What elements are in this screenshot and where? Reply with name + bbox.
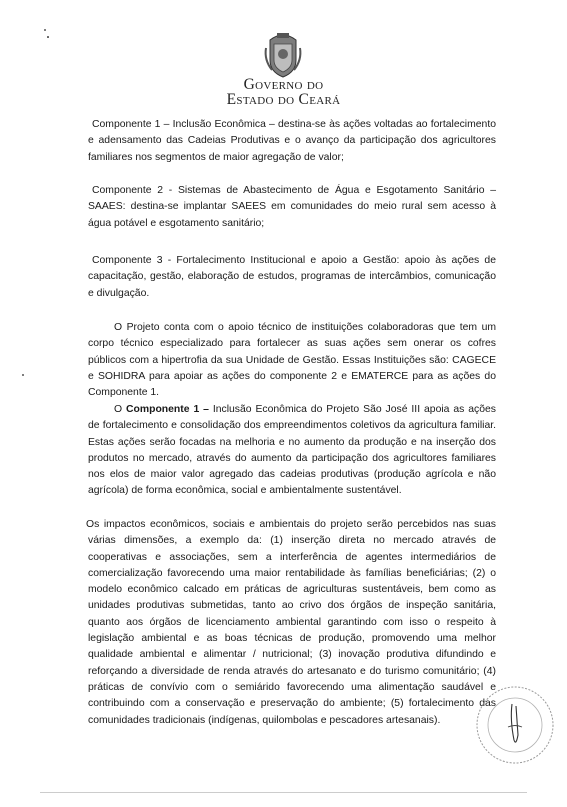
coat-of-arms-icon bbox=[262, 30, 304, 78]
header-title-line1: Governo do bbox=[243, 76, 324, 93]
paragraph-body: Inclusão Econômica do Projeto São José III apoia as ações de fortalecimento e consolidação dos empreendimentos coletivos da agricultura familiar. Estas ações serão focadas na melhoria e no aumento da produção e na inserção dos produtos no mercado, através do aumento da participação dos agricultores familiares nos elos de maior valor agregado das cadeias produtivas (produção agrícola e não agrícola) de forma econômica, social e ambientalmente sustentável. bbox=[88, 404, 496, 497]
scan-speck bbox=[22, 374, 24, 376]
paragraph-componente-2: Componente 2 - Sistemas de Abastecimento de Água e Esgotamento Sanitário – SAAES: destina-se implantar SAEES em comunidades do meio rural sem acesso à água potável e esgotamento sanitário; bbox=[88, 185, 496, 229]
paragraph-componente-1-detalhe bbox=[88, 402, 496, 500]
paragraph-prefix: O bbox=[114, 404, 127, 415]
scan-speck bbox=[44, 29, 46, 31]
scan-speck bbox=[47, 36, 49, 38]
official-stamp-icon bbox=[470, 680, 560, 770]
paragraph-componente-3: Componente 3 - Fortalecimento Institucional e apoio a Gestão: apoio às ações de capacitação, gestão, elaboração de estudos, programas de intercâmbios, comunicação e divulgação. bbox=[88, 255, 496, 299]
paragraph-componente-1: Componente 1 – Inclusão Econômica – destina-se às ações voltadas ao fortalecimento e adensamento das Cadeias Produtivas e o avanço da participação dos agricultores familiares nos segmentos de maior agregação de valor; bbox=[88, 119, 496, 163]
page-bottom-rule bbox=[40, 792, 527, 793]
header-title-line2: Estado do Ceará bbox=[226, 91, 341, 108]
paragraph-bold-heading: Componente 1 – bbox=[126, 404, 209, 415]
paragraph-impactos: Os impactos econômicos, sociais e ambientais do projeto serão percebidos nas suas várias dimensões, a exemplo da: (1) inserção direta no mercado através de cooperativas e associações, sem a interferência de agentes intermediários de comercialização favorecendo uma maior rentabilidade às famílias beneficiárias; (2) o modelo econômico calcado em práticas de agriculturas sustentáveis, bem como as unidades produtivas submetidas, tanto ao crivo dos órgãos de inspeção sanitária, quanto aos órgãos de licenciamento ambiental garantindo com isso o respeito à legislação ambiental e as boas técnicas de produção, promovendo uma melhor qualidade ambiental e alimentar / nutricional; (3) inovação produtiva difundindo e reforçando a diversidade de renda através do artesanato e do turismo comunitário; (4) práticas de convívio com o semiárido favorecendo uma alimentação saudável e contribuindo com a conservação e preservação do ambiente; (5) fortalecimento das comunidades tradicionais (indígenas, quilombolas e pescadores artesanais). bbox=[86, 519, 496, 726]
paragraph-instituicoes: O Projeto conta com o apoio técnico de instituições colaboradoras que tem um corpo técnico especializado para fortalecer as suas ações sem onerar os cofres públicos com a hipertrofia da sua Unidade de Gestão. Essas Instituições são: CAGECE e SOHIDRA para apoiar as ações do componente 2 e EMATERCE para as ações do Componente 1. bbox=[88, 322, 496, 399]
